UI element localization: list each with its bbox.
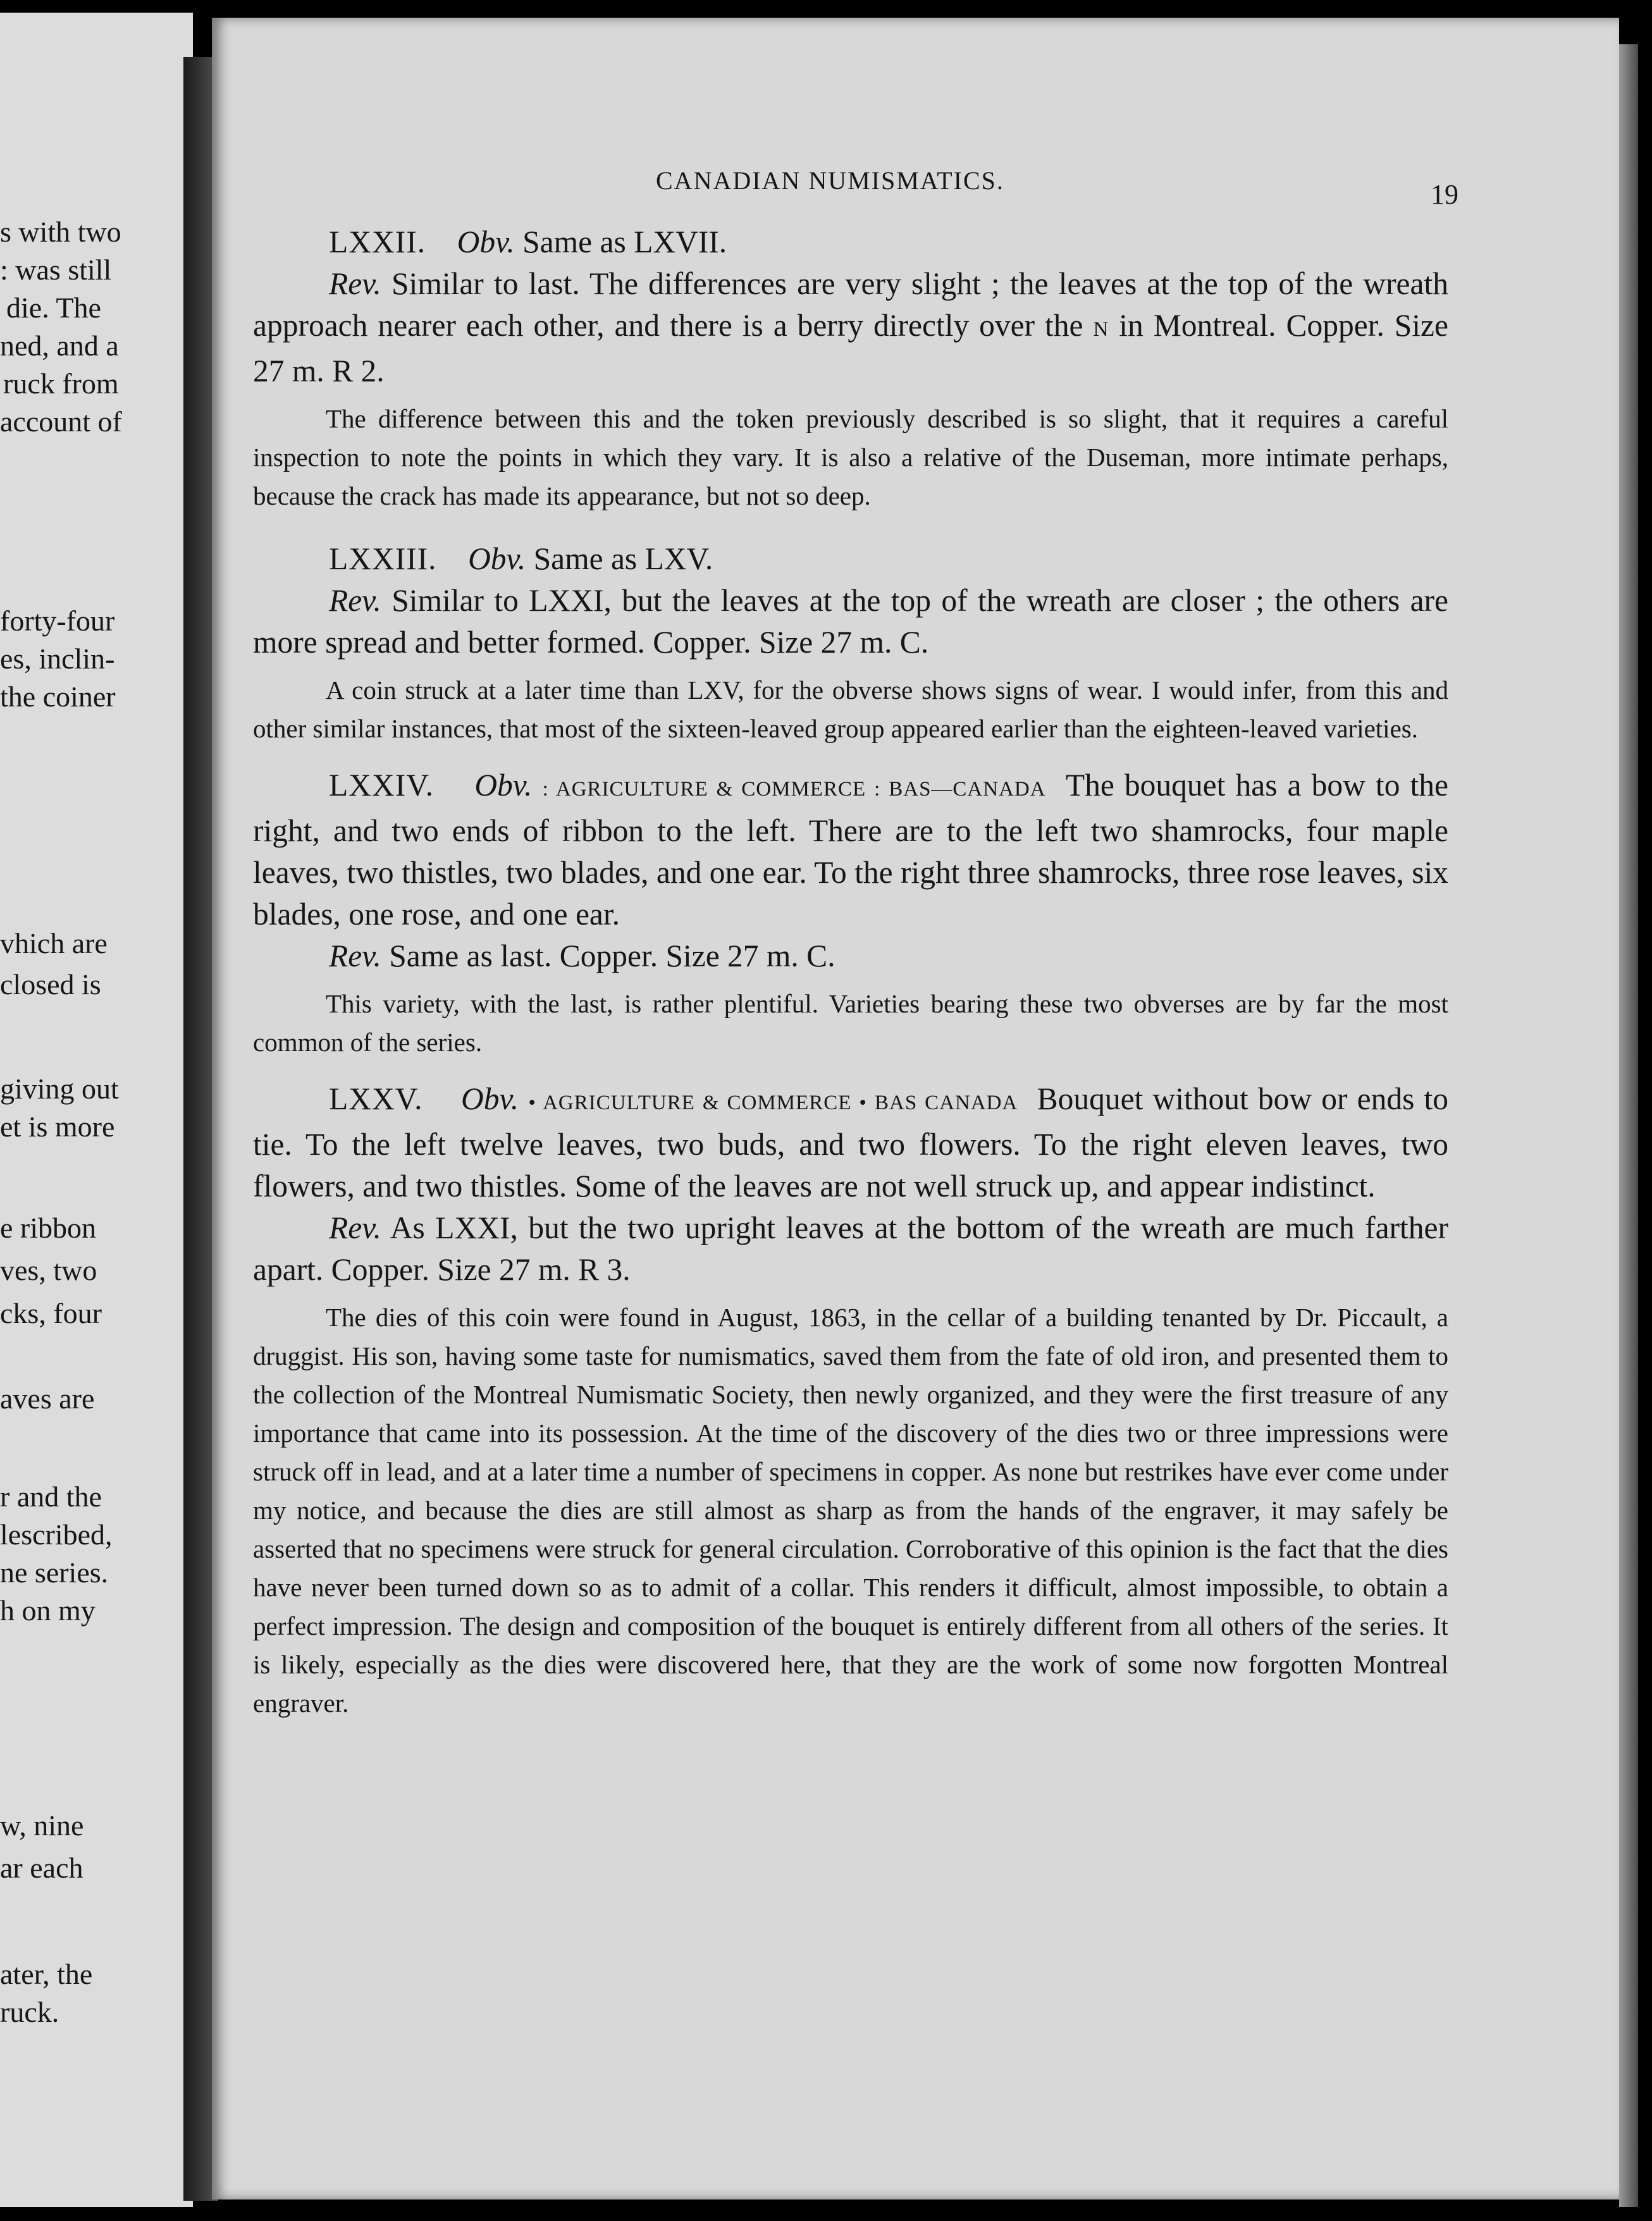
- left-text-fragment: : was still: [0, 254, 112, 286]
- left-text-fragment: giving out: [0, 1073, 119, 1105]
- left-text-fragment: r and the: [0, 1480, 102, 1513]
- left-text-fragment: ne series.: [0, 1556, 109, 1589]
- left-text-fragment: ater, the: [0, 1958, 93, 1990]
- entry-number: LXXII.: [329, 225, 426, 259]
- reverse-description: Same as last. Copper. Size 27 m. C.: [389, 938, 835, 973]
- entry-reverse: [253, 935, 1448, 977]
- left-text-fragment: ruck.: [0, 1996, 59, 2028]
- left-text-fragment: et is more: [0, 1110, 115, 1143]
- left-text-fragment: h on my: [0, 1594, 96, 1627]
- entry-note: The dies of this coin were found in August, 1863, in the cellar of a building tenanted by Dr. Piccault, a druggist. His son, having some taste for numismatics, saved them from the fate of old iron, and presented them to the collection of the Montreal Numismatic Society, then newly organized, and they were the first treasure of any importance that came into its possession. At the time of the discovery of the dies two or three impressions were struck off in lead, and at a later time a number of specimens in copper. As none but restrikes have ever come under my notice, and because the dies are still almost as sharp as from the hands of the engraver, it may safely be asserted that no specimens were struck for general circulation. Corroborative of this opinion is the fact that the dies have never been turned down so as to admit of a collar. This renders it difficult, almost impossible, to obtain a perfect impression. The design and composition of the bouquet is entirely different from all others of the series. It is likely, especially as the dies were discovered here, that they are the work of some now forgotten Montreal engraver.: [253, 1303, 1448, 1718]
- left-text-fragment: es, inclin-: [0, 643, 115, 675]
- reverse-description: Similar to last. The differences are very slight ; the leaves at the top of the wreath approach nearer each other, and there is a berry directly over the: [253, 266, 1449, 343]
- reverse-label: Rev.: [329, 1210, 381, 1245]
- entry-obverse: [253, 221, 1448, 263]
- running-header: CANADIAN NUMISMATICS.: [656, 166, 1004, 195]
- page-edge: [1619, 44, 1638, 2207]
- obverse-label: Obv.: [468, 541, 526, 576]
- page-body: [253, 221, 1448, 1723]
- entry-number: LXXIII.: [329, 541, 437, 576]
- entry-reverse: [253, 580, 1448, 663]
- reverse-letter: N: [1093, 318, 1109, 341]
- obverse-label: Obv.: [461, 1081, 519, 1116]
- obverse-description: Same as LXV.: [533, 541, 713, 576]
- left-text-fragment: w, nine: [0, 1809, 84, 1842]
- entry-note: A coin struck at a later time than LXV, for the obverse shows signs of wear. I would infer, from this and other similar instances, that most of the sixteen-leaved group appeared earlier than the eighteen-leaved varieties.: [253, 675, 1448, 743]
- obverse-description: Same as LXVII.: [522, 225, 727, 259]
- reverse-description: Similar to LXXI, but the leaves at the top of the wreath are closer ; the others are more spread and better formed. Copper. Size 27 m. C.: [253, 583, 1449, 660]
- left-text-fragment: ned, and a: [0, 329, 119, 362]
- left-text-fragment: aves are: [0, 1382, 95, 1415]
- reverse-label: Rev.: [329, 266, 381, 301]
- left-text-fragment: die. The: [6, 292, 101, 324]
- left-text-fragment: s with two: [0, 216, 121, 248]
- previous-page: [0, 13, 193, 2207]
- reverse-description-end: in Montreal. Copper. Size 27 m. R 2.: [253, 308, 1448, 388]
- left-text-fragment: ves, two: [0, 1254, 97, 1286]
- entry-note: This variety, with the last, is rather plentiful. Varieties bearing these two obverses are by far the most common of the series.: [253, 989, 1448, 1057]
- entry-number: LXXIV.: [329, 768, 434, 803]
- obverse-label: Obv.: [474, 768, 533, 803]
- left-text-fragment: vhich are: [0, 927, 108, 959]
- obverse-label: Obv.: [457, 225, 515, 259]
- entry-reverse: [253, 1207, 1448, 1291]
- obverse-legend: • AGRICULTURE & COMMERCE • BAS CANADA: [528, 1092, 1018, 1114]
- left-text-fragment: e ribbon: [0, 1212, 97, 1244]
- reverse-description: As LXXI, but the two upright leaves at the bottom of the wreath are much farther apart. Copper. Size 27 m. R 3.: [253, 1210, 1449, 1287]
- left-text-fragment: forty-four: [0, 605, 115, 637]
- obverse-description: The bouquet has a bow to the right, and two ends of ribbon to the left. There are to the left two shamrocks, four maple leaves, two thistles, two blades, and one ear. To the right three shamrocks, three rose leaves, six blades, one rose, and one ear.: [253, 768, 1448, 932]
- entry-obverse: [253, 765, 1448, 935]
- entry-obverse: [253, 538, 1448, 580]
- entry-note: The difference between this and the token previously described is so slight, that it requires a careful inspection to note the points in which they vary. It is also a relative of the Duseman, more intimate perhaps, because the crack has made its appearance, but not so deep.: [253, 404, 1448, 510]
- left-text-fragment: the coiner: [0, 680, 116, 713]
- reverse-label: Rev.: [329, 938, 381, 973]
- entry-number: LXXV.: [329, 1081, 423, 1116]
- left-text-fragment: ar each: [0, 1852, 83, 1884]
- reverse-label: Rev.: [329, 583, 381, 618]
- left-text-fragment: cks, four: [0, 1297, 102, 1329]
- page-number: 19: [1431, 179, 1458, 210]
- obverse-description: Bouquet without bow or ends to tie. To the left twelve leaves, two buds, and two flowers. To the right eleven leaves, two flowers, and two thistles. Some of the leaves are not well struck up, and appear indistinct.: [253, 1081, 1449, 1203]
- left-text-fragment: ruck from: [3, 367, 119, 400]
- left-text-fragment: lescribed,: [0, 1518, 113, 1551]
- left-text-fragment: closed is: [0, 968, 101, 1000]
- entry-reverse: [253, 263, 1448, 392]
- entry-obverse: [253, 1078, 1448, 1207]
- left-text-fragment: account of: [0, 405, 122, 438]
- obverse-legend: : AGRICULTURE & COMMERCE : BAS—CANADA: [542, 778, 1046, 801]
